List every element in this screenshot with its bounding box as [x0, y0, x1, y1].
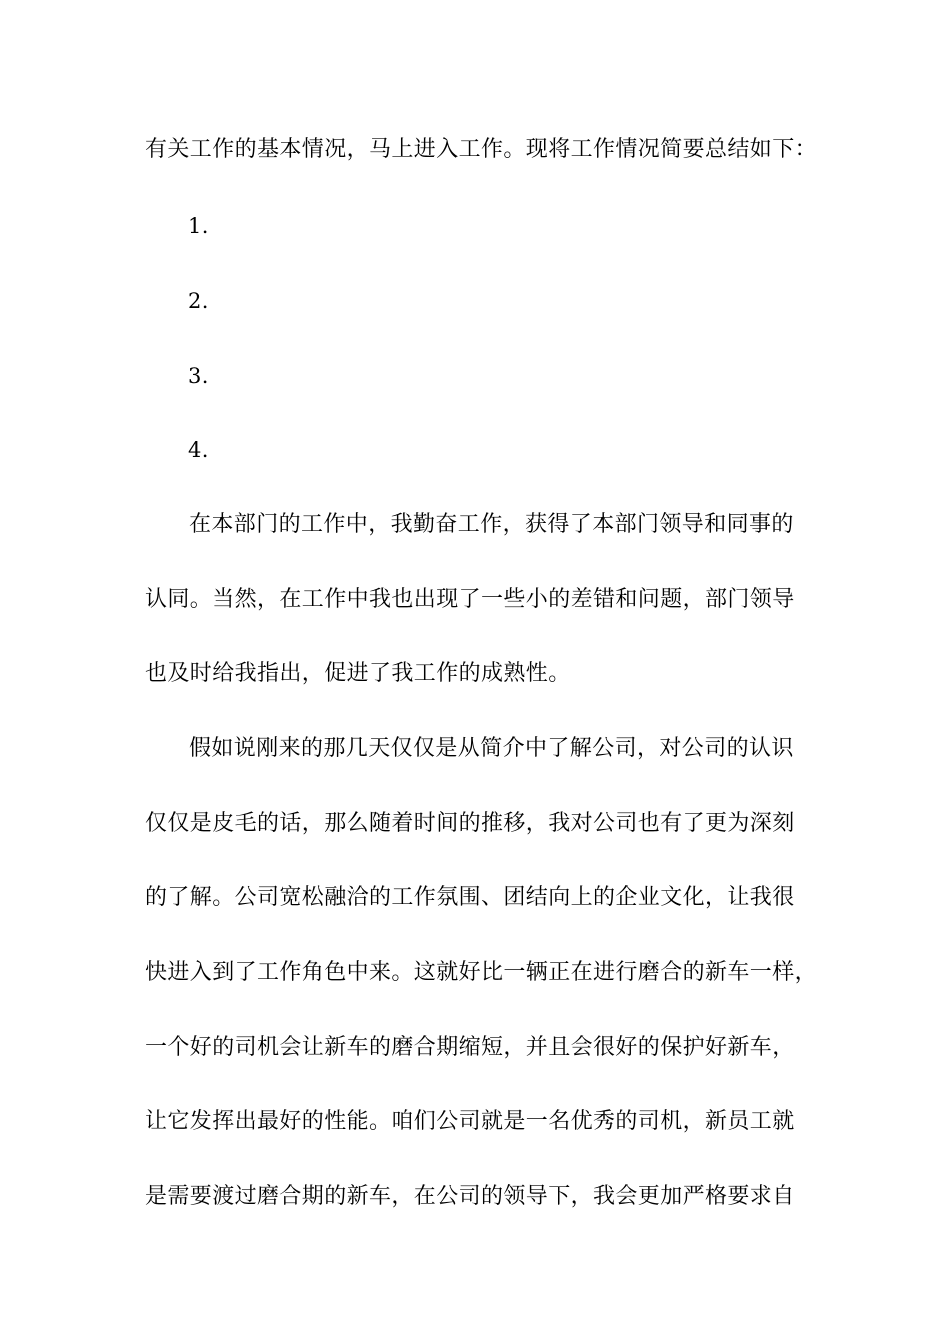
- paragraph-1-line-2: 认同。当然，在工作中我也出现了一些小的差错和问题，部门领导: [145, 587, 795, 612]
- paragraph-2-line-1: 假如说刚来的那几天仅仅是从简介中了解公司，对公司的认识: [189, 736, 794, 761]
- paragraph-2-line-5: 一个好的司机会让新车的磨合期缩短，并且会很好的保护好新车，: [145, 1035, 795, 1060]
- intro-line: 有关工作的基本情况，马上进入工作。现将工作情况简要总结如下：: [145, 137, 818, 162]
- paragraph-2-line-4: 快进入到了工作角色中来。这就好比一辆正在进行磨合的新车一样，: [145, 960, 818, 985]
- paragraph-1-line-3: 也及时给我指出，促进了我工作的成熟性。: [145, 661, 571, 686]
- paragraph-2-line-3: 的了解。公司宽松融洽的工作氛围、团结向上的企业文化，让我很: [145, 885, 795, 910]
- list-item-1: 1.: [188, 214, 209, 238]
- list-item-4: 4.: [188, 438, 209, 462]
- list-item-2: 2.: [188, 289, 209, 313]
- paragraph-2-line-6: 让它发挥出最好的性能。咱们公司就是一名优秀的司机，新员工就: [145, 1109, 795, 1134]
- paragraph-2-line-7: 是需要渡过磨合期的新车，在公司的领导下，我会更加严格要求自: [145, 1184, 795, 1209]
- paragraph-2-line-2: 仅仅是皮毛的话，那么随着时间的推移，我对公司也有了更为深刻: [145, 811, 795, 836]
- list-item-3: 3.: [188, 364, 209, 388]
- paragraph-1-line-1: 在本部门的工作中，我勤奋工作，获得了本部门领导和同事的: [189, 512, 794, 537]
